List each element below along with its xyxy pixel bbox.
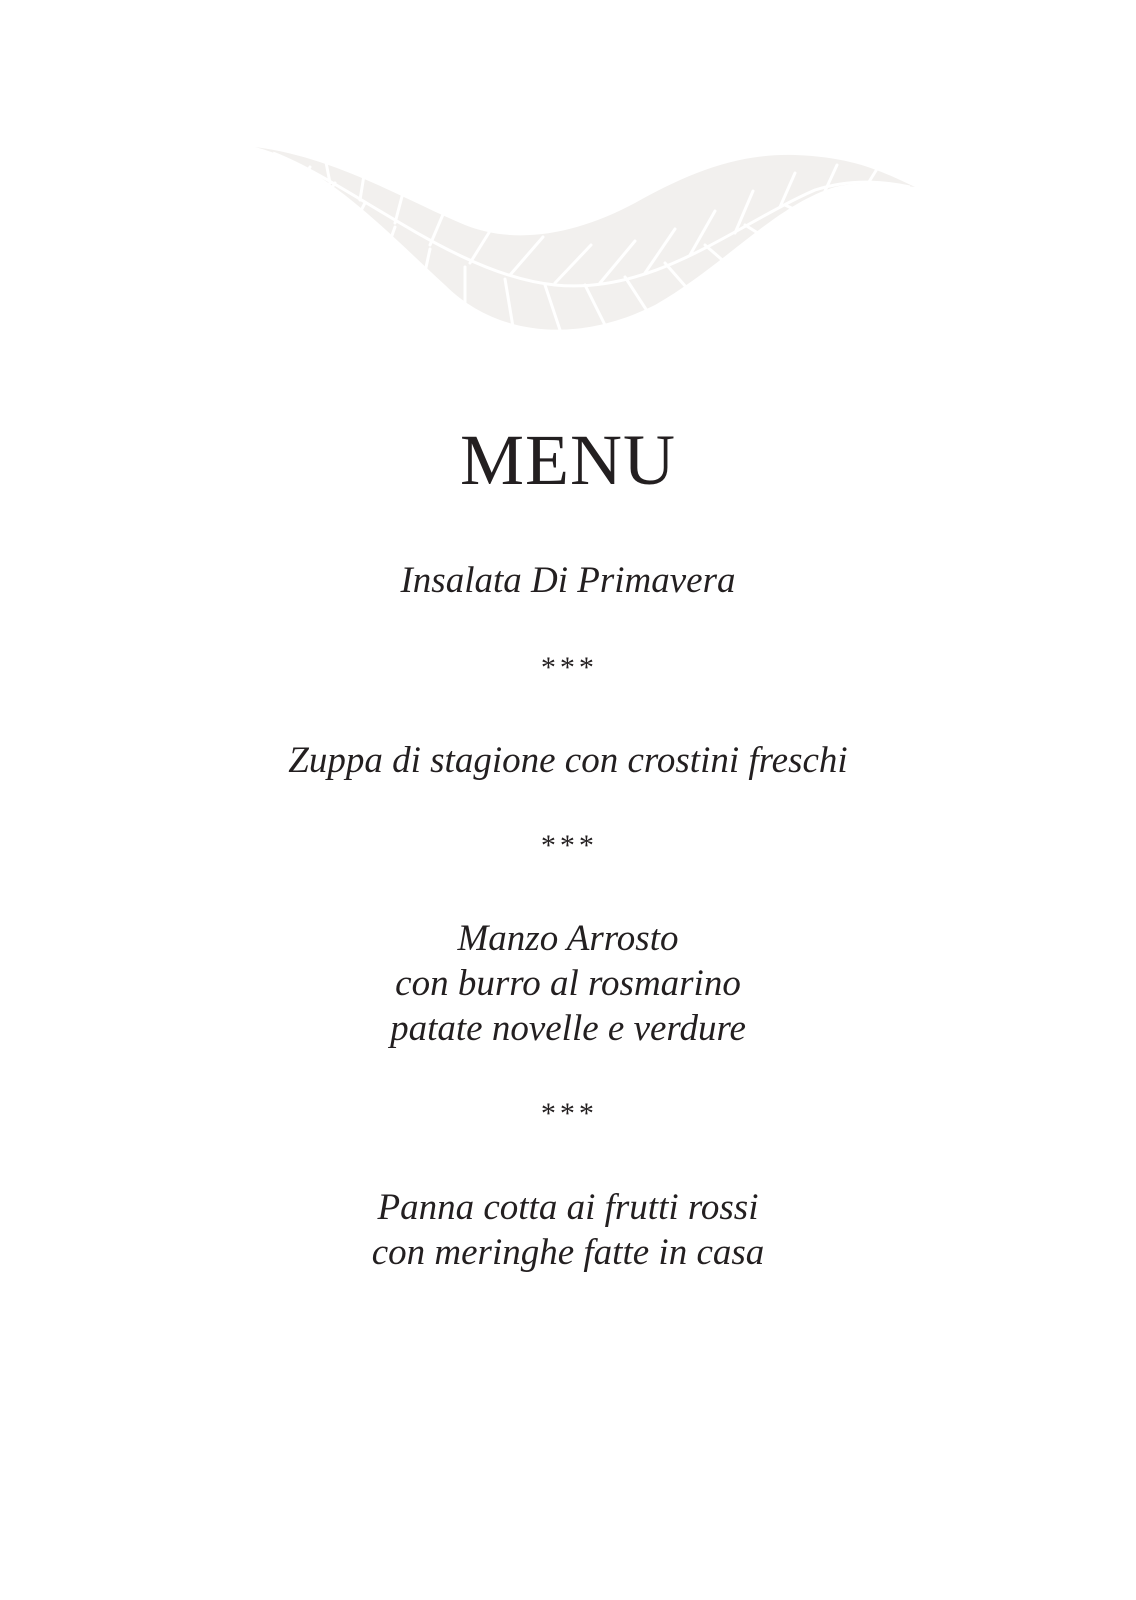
- course-line: Manzo Arrosto: [457, 918, 679, 959]
- course-separator: ***: [539, 651, 597, 684]
- leaf-ornament-icon: [255, 145, 915, 345]
- course-dessert: [0, 1185, 1136, 1275]
- course-separator: ***: [539, 1097, 597, 1130]
- course-soup: [0, 738, 1136, 783]
- course-separator: ***: [539, 829, 597, 862]
- course-line: Panna cotta ai frutti rossi: [377, 1187, 759, 1228]
- menu-title: MENU: [460, 420, 676, 500]
- course-line: Zuppa di stagione con crostini freschi: [288, 740, 848, 781]
- course-line: patate novelle e verdure: [390, 1008, 746, 1049]
- course-line: con meringhe fatte in casa: [371, 1232, 765, 1273]
- course-line: con burro al rosmarino: [395, 963, 741, 1004]
- course-starter: [0, 558, 1136, 603]
- course-line: Insalata Di Primavera: [400, 560, 736, 601]
- course-main: [0, 916, 1136, 1051]
